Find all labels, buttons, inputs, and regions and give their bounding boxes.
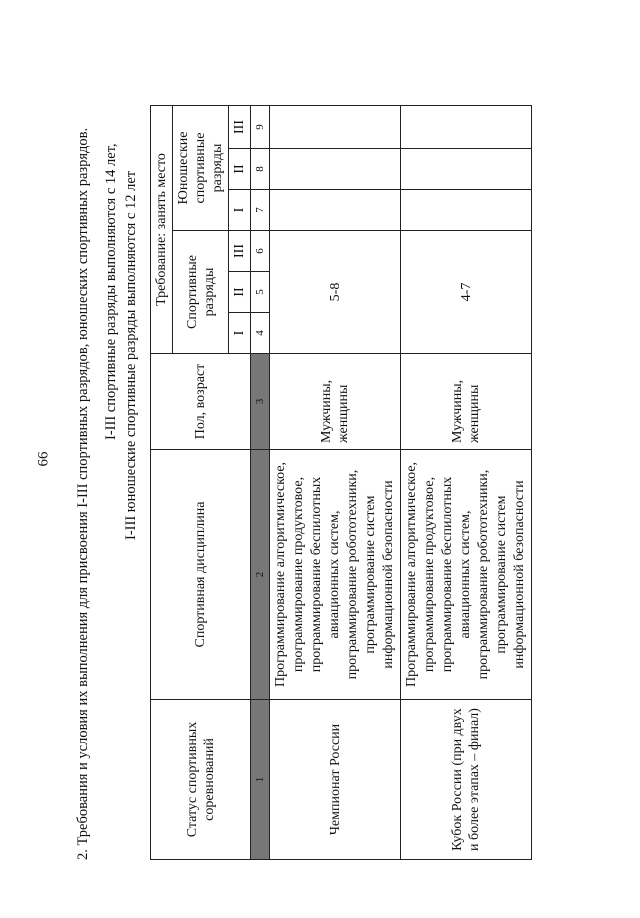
youth-rank-II-cell — [270, 149, 401, 190]
header-youth-rank-III: III — [229, 106, 251, 149]
column-number: 1 — [251, 700, 270, 860]
header-status: Статус спортивных соревнований — [151, 700, 251, 860]
sex-age-cell: Мужчины, женщины — [270, 354, 401, 450]
rotated-page-content — [72, 60, 637, 900]
column-number: 5 — [251, 272, 270, 313]
column-number: 7 — [251, 190, 270, 231]
rank-requirements-table — [150, 105, 532, 860]
column-number: 9 — [251, 106, 270, 149]
column-number: 6 — [251, 231, 270, 272]
age-requirement-sport-ranks: I-III спортивные разряды выполняются с 14 лет, — [103, 143, 119, 440]
column-number: 8 — [251, 149, 270, 190]
column-number: 4 — [251, 313, 270, 354]
youth-rank-III-cell — [401, 106, 532, 149]
header-youth-rank-II: II — [229, 149, 251, 190]
table-row — [401, 106, 532, 860]
header-rank-II: II — [229, 272, 251, 313]
sport-ranks-places-cell: 5-8 — [270, 231, 401, 354]
youth-rank-II-cell — [401, 149, 532, 190]
discipline-cell: Программирование алгоритмическое, программирование продуктовое, программирование беспилотных авиационных систем, программирование робототехники, программирование систем информационной безопасности — [401, 450, 532, 700]
column-number: 3 — [251, 354, 270, 450]
sport-ranks-places-cell: 4-7 — [401, 231, 532, 354]
youth-rank-I-cell — [401, 190, 532, 231]
status-cell: Чемпионат России — [270, 700, 401, 860]
header-sport-ranks: Спортивные разряды — [173, 231, 229, 354]
youth-rank-III-cell — [270, 106, 401, 149]
sex-age-cell: Мужчины, женщины — [401, 354, 532, 450]
youth-rank-I-cell — [270, 190, 401, 231]
header-rank-I: I — [229, 313, 251, 354]
header-requirement: Требование: занять место — [151, 106, 173, 354]
discipline-cell: Программирование алгоритмическое, программирование продуктовое, программирование беспилотных авиационных систем, программирование робототехники, программирование систем информационной безопасности — [270, 450, 401, 700]
header-rank-III: III — [229, 231, 251, 272]
header-discipline: Спортивная дисциплина — [151, 450, 251, 700]
status-cell: Кубок России (при двух и более этапах – финал) — [401, 700, 532, 860]
header-sex-age: Пол, возраст — [151, 354, 251, 450]
section-heading: 2. Требования и условия их выполнения для присвоения I-III спортивных разрядов, юношеских спортивных разрядов. — [75, 127, 91, 860]
age-requirement-youth-ranks: I-III юношеские спортивные разряды выполняются с 12 лет — [123, 170, 139, 540]
table-row — [270, 106, 401, 860]
page-number: 66 — [35, 451, 52, 467]
header-youth-ranks: Юношеские спортивные разряды — [173, 106, 229, 231]
header-youth-rank-I: I — [229, 190, 251, 231]
column-number: 2 — [251, 450, 270, 700]
